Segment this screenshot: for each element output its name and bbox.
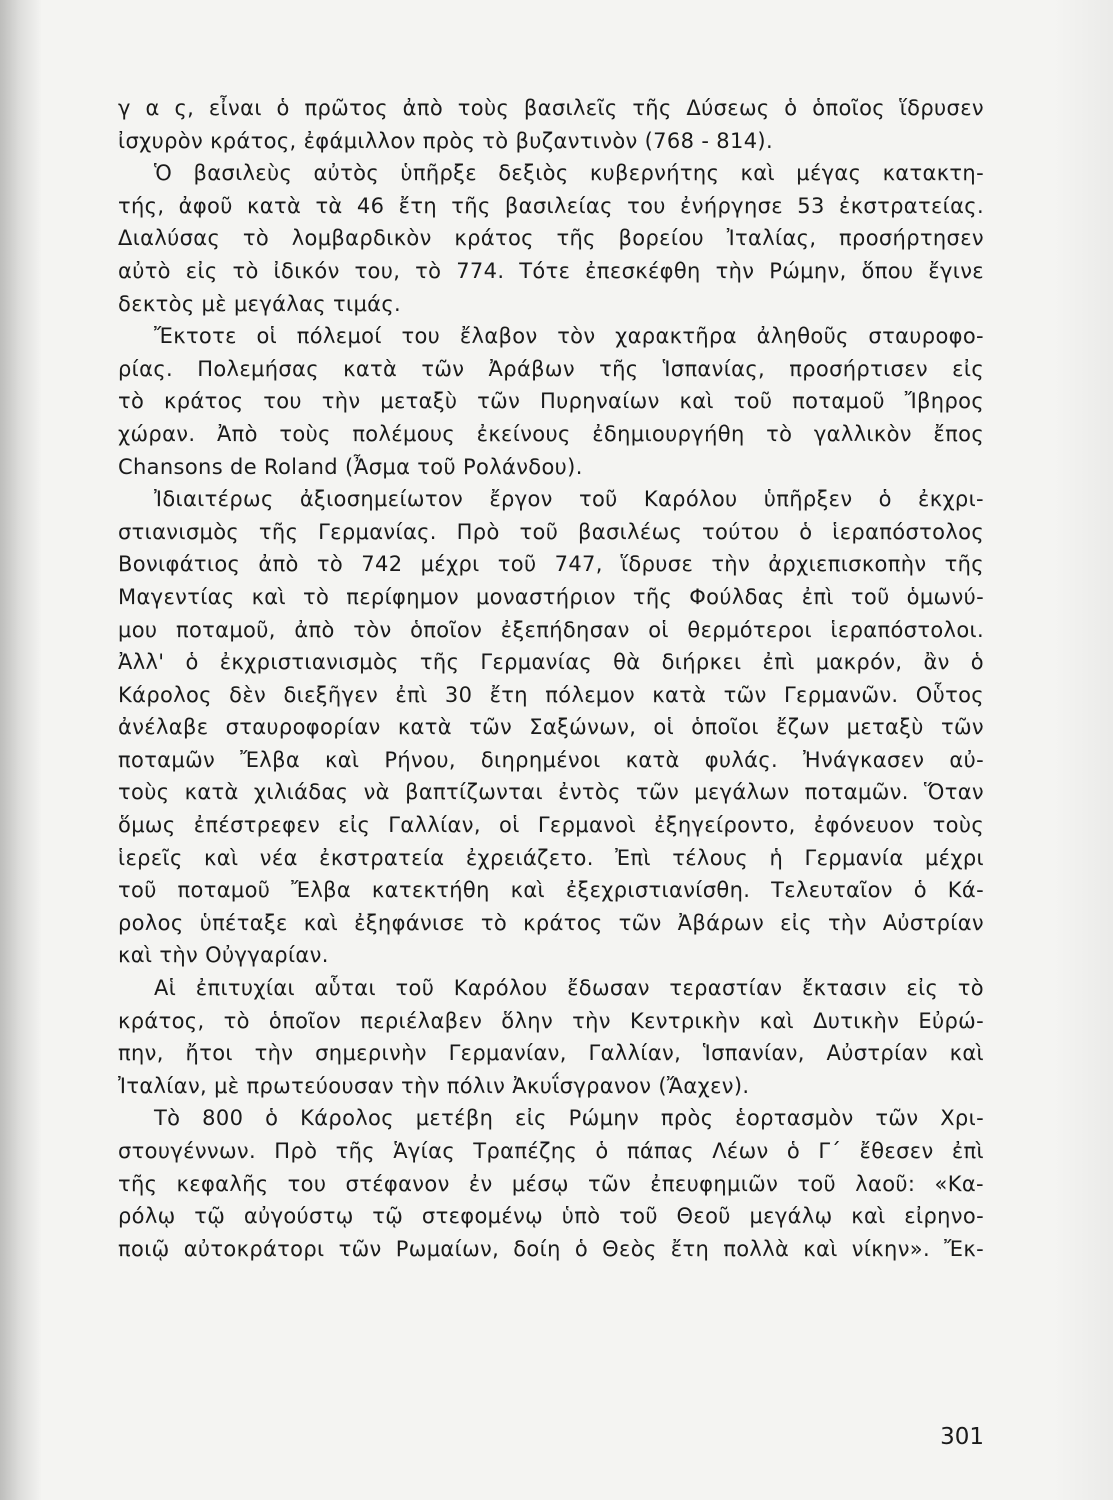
page-gutter-shadow bbox=[0, 0, 42, 1500]
page-edge-shade bbox=[1053, 0, 1113, 1500]
text-line: τής, ἀφοῦ κατὰ τὰ 46 ἔτη τῆς βασιλείας του ἐνήργησε 53 ἐκστρατείας. bbox=[118, 193, 984, 218]
text-line: στουγέννων. Πρὸ τῆς Ἁγίας Τραπέζης ὁ πάπας Λέων ὁ Γ΄ ἔθεσεν ἐπὶ bbox=[118, 1139, 984, 1163]
text-line: κράτος, τὸ ὁποῖον περιέλαβεν ὅλην τὴν Κεντρικὴν καὶ Δυτικὴν Εὐρώ- bbox=[118, 1008, 984, 1033]
text-line: ἱερεῖς καὶ νέα ἐκστρατεία ἐχρειάζετο. Ἐπὶ τέλους ἡ Γερμανία μέχρι bbox=[118, 845, 984, 870]
text-line: Κάρολος δὲν διεξῆγεν ἐπὶ 30 ἔτη πόλεμον κατὰ τῶν Γερμανῶν. Οὗτος bbox=[118, 682, 984, 707]
text-line: μου ποταμοῦ, ἀπὸ τὸν ὁποῖον ἐξεπήδησαν οἱ θερμότεροι ἱεραπόστολοι. bbox=[118, 617, 984, 642]
text-line: τῆς κεφαλῆς του στέφανον ἐν μέσῳ τῶν ἐπευφημιῶν τοῦ λαοῦ: «Κα- bbox=[118, 1171, 984, 1196]
text-line: ποταμῶν Ἔλβα καὶ Ρήνου, διηρημένοι κατὰ φυλάς. Ἠνάγκασεν αὐ- bbox=[118, 747, 984, 772]
text-line: αὐτὸ εἰς τὸ ἰδικόν του, τὸ 774. Τότε ἐπεσκέφθη τὴν Ρώμην, ὅπου ἔγινε bbox=[118, 258, 984, 283]
text-line: πην, ἤτοι τὴν σημερινὴν Γερμανίαν, Γαλλίαν, Ἱσπανίαν, Αὐστρίαν καὶ bbox=[118, 1041, 984, 1066]
text-line: Ἰταλίαν, μὲ πρωτεύουσαν τὴν πόλιν Ἀκυΐσγρανον (Ἄαχεν). bbox=[118, 1073, 750, 1098]
text-line: ρολος ὑπέταξε καὶ ἐξηφάνισε τὸ κράτος τῶν Ἀβάρων εἰς τὴν Αὐστρίαν bbox=[118, 910, 984, 935]
text-line: καὶ τὴν Οὐγγαρίαν. bbox=[118, 943, 329, 968]
text-line: δεκτὸς μὲ μεγάλας τιμάς. bbox=[118, 291, 402, 316]
text-line: Ἰδιαιτέρως ἀξιοσημείωτον ἔργον τοῦ Καρόλου ὑπῆρξεν ὁ ἐκχρι- bbox=[154, 487, 984, 512]
text-line: Chansons de Roland (Ἆσμα τοῦ Ρολάνδου). bbox=[118, 454, 583, 479]
body-text bbox=[118, 92, 984, 1265]
text-line: ποιῷ αὐτοκράτορι τῶν Ρωμαίων, δοίη ὁ Θεὸς ἔτη πολλὰ καὶ νίκην». Ἔκ- bbox=[118, 1236, 984, 1261]
text-line: τὸ κράτος του τὴν μεταξὺ τῶν Πυρηναίων καὶ τοῦ ποταμοῦ Ἴβηρος bbox=[118, 389, 984, 414]
text-line: τοῦ ποταμοῦ Ἔλβα κατεκτήθη καὶ ἐξεχριστιανίσθη. Τελευταῖον ὁ Κά- bbox=[118, 878, 984, 903]
text-line: ρίας. Πολεμήσας κατὰ τῶν Ἀράβων τῆς Ἱσπανίας, προσήρτισεν εἰς bbox=[118, 356, 984, 381]
text-line: Ἀλλ' ὁ ἐκχριστιανισμὸς τῆς Γερμανίας θὰ διήρκει ἐπὶ μακρόν, ἂν ὁ bbox=[118, 650, 984, 675]
text-line: Βονιφάτιος ἀπὸ τὸ 742 μέχρι τοῦ 747, ἵδρυσε τὴν ἀρχιεπισκοπὴν τῆς bbox=[118, 552, 984, 577]
page-number: 301 bbox=[940, 1424, 984, 1450]
text-line: Τὸ 800 ὁ Κάρολος μετέβη εἰς Ρώμην πρὸς ἑορτασμὸν τῶν Χρι- bbox=[154, 1106, 984, 1131]
text-line: Διαλύσας τὸ λομβαρδικὸν κράτος τῆς βορείου Ἰταλίας, προσήρτησεν bbox=[118, 226, 984, 251]
text-line: Αἱ ἐπιτυχίαι αὗται τοῦ Καρόλου ἔδωσαν τεραστίαν ἔκτασιν εἰς τὸ bbox=[154, 976, 984, 1001]
text-line: στιανισμὸς τῆς Γερμανίας. Πρὸ τοῦ βασιλέως τούτου ὁ ἱεραπόστολος bbox=[118, 519, 984, 544]
text-line: ρόλῳ τῷ αὐγούστῳ τῷ στεφομένῳ ὑπὸ τοῦ Θεοῦ μεγάλῳ καὶ εἰρηνο- bbox=[118, 1204, 984, 1229]
text-line: ἰσχυρὸν κράτος, ἐφάμιλλον πρὸς τὸ βυζαντινὸν (768 - 814). bbox=[118, 128, 773, 153]
text-line: ἀνέλαβε σταυροφορίαν κατὰ τῶν Σαξώνων, οἱ ὁποῖοι ἔζων μεταξὺ τῶν bbox=[118, 715, 984, 740]
text-line: Ἔκτοτε οἱ πόλεμοί του ἔλαβον τὸν χαρακτῆρα ἀληθοῦς σταυροφο- bbox=[154, 324, 984, 349]
text-line: ὅμως ἐπέστρεφεν εἰς Γαλλίαν, οἱ Γερμανοὶ ἐξηγείροντο, ἐφόνευον τοὺς bbox=[118, 813, 984, 838]
text-line: τοὺς κατὰ χιλιάδας νὰ βαπτίζωνται ἐντὸς τῶν μεγάλων ποταμῶν. Ὅταν bbox=[118, 780, 984, 805]
text-line: Ὁ βασιλεὺς αὐτὸς ὑπῆρξε δεξιὸς κυβερνήτης καὶ μέγας κατακτη- bbox=[154, 161, 984, 186]
text-line: χώραν. Ἀπὸ τοὺς πολέμους ἐκείνους ἐδημιουργήθη τὸ γαλλικὸν ἔπος bbox=[118, 421, 984, 446]
text-line: γ α ς, εἶναι ὁ πρῶτος ἀπὸ τοὺς βασιλεῖς τῆς Δύσεως ὁ ὁποῖος ἵδρυσεν bbox=[118, 96, 984, 120]
text-line: Μαγεντίας καὶ τὸ περίφημον μοναστήριον τῆς Φούλδας ἐπὶ τοῦ ὁμωνύ- bbox=[118, 584, 984, 609]
